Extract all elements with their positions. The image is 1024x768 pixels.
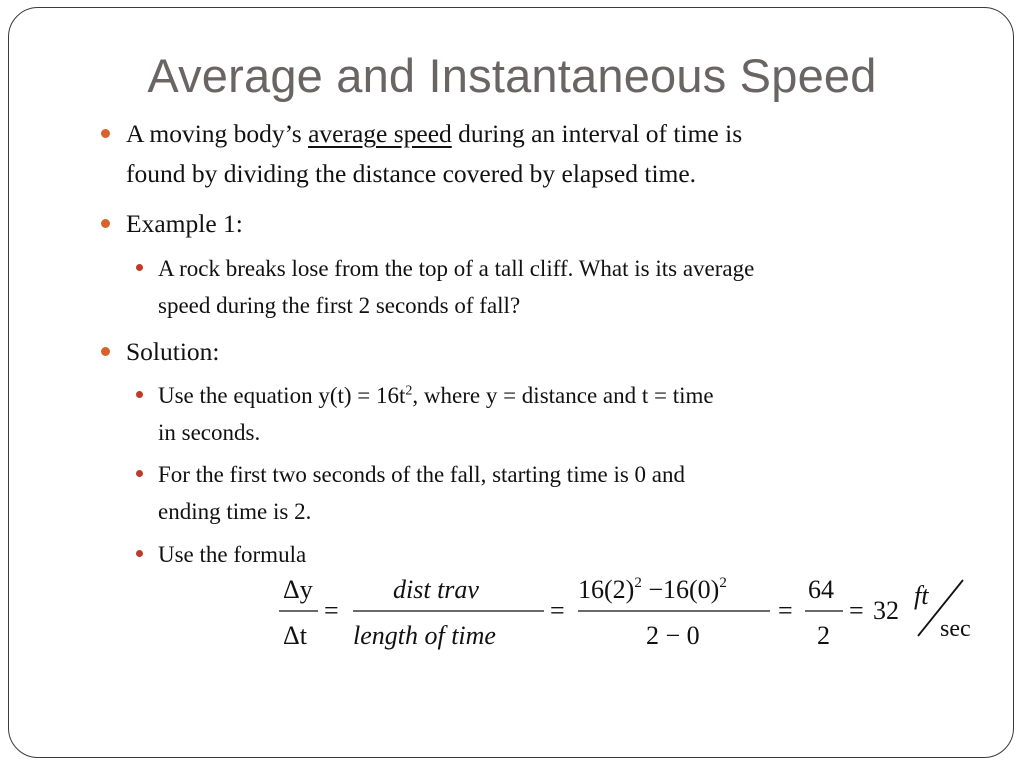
sub-bullet-text: A rock breaks lose from the top of a tall cliff. What is its average	[158, 256, 755, 281]
sub-bullet-text: , where y = distance and t = time	[412, 383, 714, 408]
bullet-text: A moving body’s	[126, 119, 309, 148]
result-32: 32	[873, 596, 899, 625]
numerator-16-2: $16(2)^2 -16(0)^2$	[578, 575, 727, 604]
numerator-dist-trav: dist trav	[393, 575, 479, 604]
bullet-solution: Solution:	[126, 337, 220, 366]
bullet-text: during an interval of time is	[451, 119, 743, 148]
sub-bullet-text: in seconds.	[158, 420, 261, 445]
sub-bullet-text: ending time is 2.	[158, 499, 312, 524]
equals-sign: =	[324, 596, 339, 625]
numerator-64: 64	[808, 575, 834, 604]
denominator-2: 2	[817, 621, 830, 650]
sub-bullet-text: Use the equation y(t) = 16t	[158, 383, 406, 408]
bullet-example-1: Example 1:	[126, 209, 243, 238]
denominator-length-of-time: length of time	[353, 621, 496, 650]
unit-ft: ft	[914, 581, 929, 610]
equals-sign: =	[849, 596, 864, 625]
sub-bullet-text: For the first two seconds of the fall, starting time is 0 and	[158, 462, 685, 487]
equals-sign: =	[550, 596, 565, 625]
average-speed-term: average speed	[308, 119, 452, 148]
delta-t: Δt	[283, 621, 307, 650]
slide-title: Average and Instantaneous Speed	[147, 49, 877, 102]
denominator-2-minus-0: 2 − 0	[646, 621, 700, 650]
sub-bullet-use-formula: Use the formula	[158, 542, 307, 567]
bullet-text: found by dividing the distance covered by elapsed time.	[126, 159, 697, 188]
equals-sign: =	[778, 596, 793, 625]
delta-y: Δy	[283, 575, 313, 604]
exponent: 2	[405, 383, 413, 399]
unit-sec: sec	[940, 616, 971, 642]
sub-bullet-text: speed during the first 2 seconds of fall?	[158, 293, 521, 318]
